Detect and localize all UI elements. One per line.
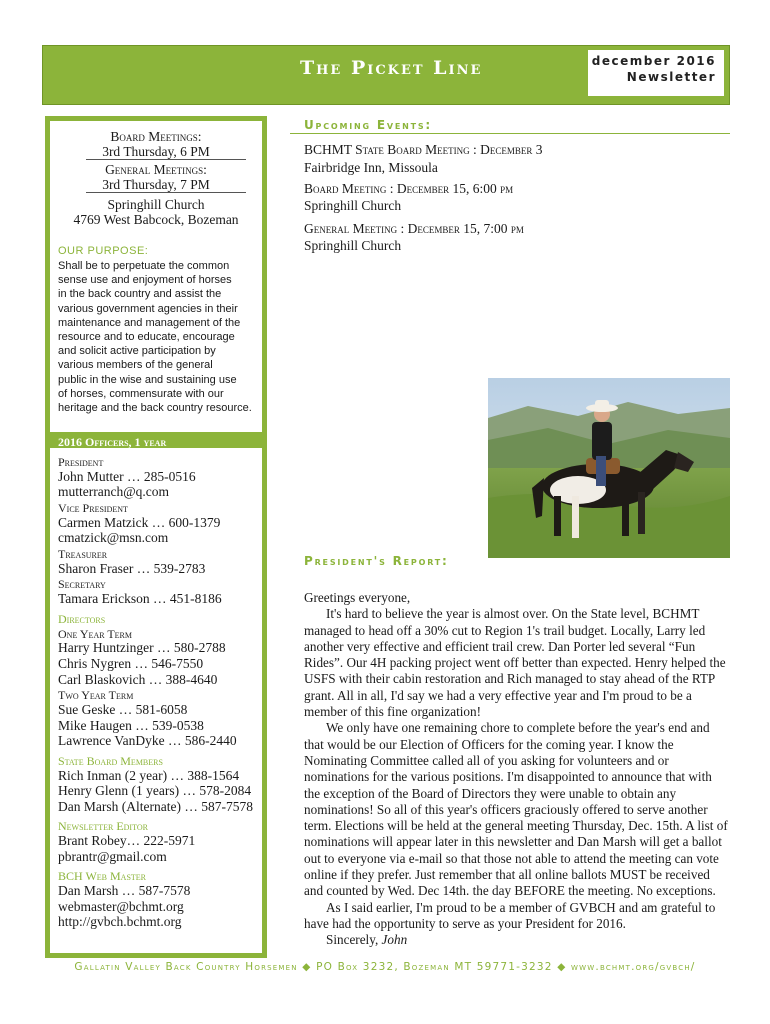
- event-place: Fairbridge Inn, Missoula: [304, 160, 438, 175]
- newsletter-title: The Picket Line: [300, 57, 483, 79]
- officer-role-label: State Board Members: [58, 753, 163, 768]
- officer-role-label: One Year Term: [58, 626, 132, 641]
- event-place: Springhill Church: [304, 198, 402, 213]
- horse-rider-photo: [488, 378, 730, 558]
- officer-entry: Brant Robey… 222-5971: [58, 833, 196, 849]
- report-closing: Sincerely, John: [326, 932, 408, 948]
- report-signature: John: [381, 932, 408, 948]
- officer-entry: Chris Nygren … 546-7550: [58, 656, 204, 671]
- report-paragraph: We only have one remaining chore to complete before the year's end and that would be our Election of Officers for the coming year. I know the Nominating Committee called all of you asking for volunteers and or nominations for the various positions. I'm disappointed to announce that with the exception of the Board of Directors they were unable to obtain any nominations! So all of this year's officers graciously offered to serve another term. Elections will be held at the general meeting Thursday, Dec. 15th. A list of nominations will appear later in this newsletter and Dan Marsh will get a ballot out to everyone via e-mail so that those not able to attend the meeting can vote online if they prefer. Just remember that all online ballots MUST be received and counted by Wed. Dec 14th. the day BEFORE the meeting. No exceptions.: [304, 720, 728, 899]
- divider: [86, 192, 246, 193]
- board-meetings-time: 3rd Thursday, 6 PM: [102, 144, 210, 159]
- report-greeting: Greetings everyone,: [304, 590, 411, 605]
- officer-role-label: BCH Web Master: [58, 869, 147, 884]
- issue-date: december 2016: [591, 54, 716, 68]
- report-heading: President's Report:: [304, 554, 449, 568]
- events-heading: Upcoming Events:: [304, 118, 433, 132]
- officer-entry: pbrantr@gmail.com: [58, 848, 167, 864]
- officers-heading: 2016 Officers, 1 year: [58, 435, 167, 449]
- officer-entry: Lawrence VanDyke … 586-2440: [58, 733, 237, 749]
- report-paragraph: As I said earlier, I'm proud to be a member of GVBCH and am grateful to have had the opportunity to serve as your President for 2016.: [304, 899, 716, 931]
- footer-org: Gallatin Valley Back Country Horsemen: [74, 961, 298, 973]
- footer-url[interactable]: www.bchmt.org/gvbch/: [571, 961, 696, 973]
- officer-role-label: President: [58, 455, 104, 469]
- officer-role-label: Two Year Term: [58, 688, 134, 703]
- report-paragraph: It's hard to believe the year is almost over. On the State level, BCHMT managed to head off a 30% cut to Region 1's trail budget. Locally, Larry led another very effective and efficient trail crew. Dan Porter led several “Fun Rides”. Our 4H packing project went off better than expected. Henry helped the USFS with their cabin restoration and Rich managed to stay ahead of the RTP grant. All in all, I'd say we had a very effective year and I'm proud to be a member of this fine organization!: [304, 606, 726, 720]
- officer-entry: Rich Inman (2 year) … 388-1564: [58, 767, 240, 783]
- presidents-report: [304, 590, 728, 949]
- issue-label: Newsletter: [626, 70, 716, 84]
- officer-role-label: Newsletter Editor: [58, 819, 148, 834]
- footer: [0, 961, 770, 973]
- officer-entry: Carmen Matzick … 600-1379: [58, 514, 221, 530]
- diamond-icon: ◆: [302, 961, 312, 973]
- location-name: Springhill Church: [107, 197, 205, 212]
- officer-role-label: Secretary: [58, 577, 106, 592]
- location-address: 4769 West Babcock, Bozeman: [73, 212, 239, 227]
- officer-entry: Henry Glenn (1 years) … 578-2084: [58, 783, 252, 799]
- officer-entry: http://gvbch.bchmt.org: [58, 914, 182, 930]
- officer-entry: Mike Haugen … 539-0538: [58, 717, 204, 733]
- officer-entry: John Mutter … 285-0516: [58, 468, 196, 484]
- divider: [86, 159, 246, 160]
- officer-entry: Harry Huntzinger … 580-2788: [58, 640, 226, 656]
- officer-entry: Tamara Erickson … 451-8186: [58, 591, 222, 607]
- officer-role-label: Directors: [58, 611, 106, 626]
- event-place: Springhill Church: [304, 238, 402, 253]
- officer-entry: mutterranch@q.com: [58, 484, 170, 500]
- officer-entry: webmaster@bchmt.org: [58, 898, 184, 914]
- purpose-text: Shall be to perpetuate the common sense use and enjoyment of horses in the back country and assist the various government agencies in their maintenance and management of the resource and to educate, encourage and solicit active participation by various members of the general public in the wise and sustaining use of horses, commensurate with our heritage and the back country resource.: [58, 260, 252, 415]
- officer-role-label: Treasurer: [58, 547, 108, 561]
- general-meetings-time: 3rd Thursday, 7 PM: [102, 177, 210, 192]
- footer-address: PO Box 3232, Bozeman MT 59771-3232: [316, 961, 553, 973]
- event-title: BCHMT State Board Meeting : December 3: [304, 142, 543, 157]
- officer-entry: Sharon Fraser … 539-2783: [58, 560, 206, 576]
- board-meetings-label: Board Meetings:: [110, 129, 202, 144]
- event-title: Board Meeting : December 15, 6:00 pm: [304, 181, 514, 196]
- officer-entry: Sue Geske … 581-6058: [58, 702, 188, 717]
- officer-role-label: Vice President: [58, 501, 128, 515]
- officer-entry: Carl Blaskovich … 388-4640: [58, 671, 218, 687]
- officer-entry: Dan Marsh (Alternate) … 587-7578: [58, 798, 253, 814]
- officer-entry: cmatzick@msn.com: [58, 530, 169, 546]
- officer-entry: Dan Marsh … 587-7578: [58, 883, 191, 899]
- events-rule: [290, 133, 730, 134]
- purpose-heading: OUR PURPOSE:: [58, 245, 149, 257]
- general-meetings-label: General Meetings:: [105, 162, 207, 177]
- diamond-icon: ◆: [557, 961, 567, 973]
- event-title: General Meeting : December 15, 7:00 pm: [304, 221, 524, 236]
